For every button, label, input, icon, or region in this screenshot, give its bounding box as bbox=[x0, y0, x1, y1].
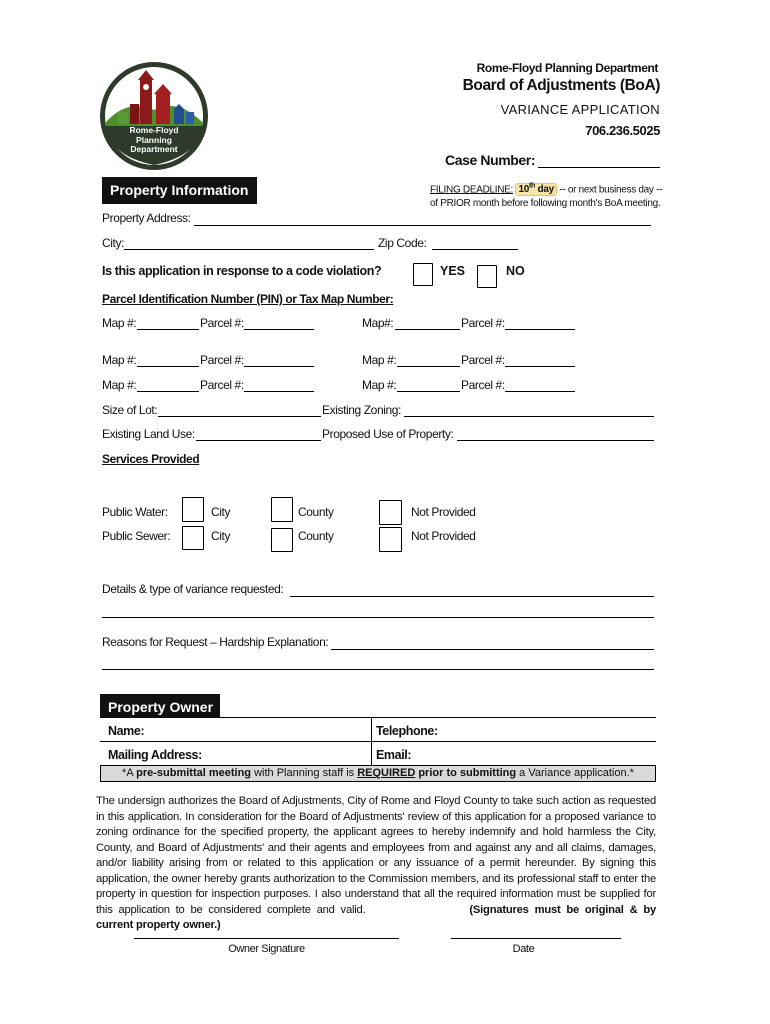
map-label-6: Map #: bbox=[362, 378, 397, 392]
zip-code-field[interactable] bbox=[432, 249, 518, 250]
case-number-field[interactable] bbox=[538, 167, 660, 168]
notice-end: a Variance application.* bbox=[516, 767, 634, 779]
property-information-header bbox=[102, 177, 257, 204]
logo-line-1: Rome-Floyd bbox=[129, 125, 179, 135]
deadline-day-word: day bbox=[537, 184, 554, 196]
owner-name-label: Name: bbox=[108, 724, 145, 738]
property-information-title: Property Information bbox=[110, 182, 249, 198]
parcel-field-1[interactable] bbox=[244, 329, 314, 330]
filing-deadline-label: FILING DEADLINE: bbox=[430, 184, 513, 196]
violation-yes-label: YES bbox=[440, 264, 466, 278]
property-address-label: Property Address: bbox=[102, 211, 191, 225]
variance-details-field-2[interactable] bbox=[102, 617, 654, 618]
public-water-label: Public Water: bbox=[102, 505, 168, 519]
map-label-1: Map #: bbox=[102, 316, 137, 330]
owner-table-divider bbox=[371, 717, 372, 765]
case-number-label: Case Number: bbox=[445, 152, 536, 168]
notice-bold-1: pre-submittal meeting bbox=[136, 767, 252, 779]
owner-signature-field[interactable] bbox=[134, 938, 399, 939]
deadline-line-2: of PRIOR month before following month's BoA meeting. bbox=[430, 198, 661, 210]
pre-submittal-notice bbox=[100, 765, 656, 782]
map-label-3: Map #: bbox=[102, 353, 137, 367]
owner-email-label: Email: bbox=[376, 748, 412, 762]
phone-number: 706.236.5025 bbox=[585, 123, 660, 138]
reasons-label: Reasons for Request – Hardship Explanation: bbox=[102, 635, 329, 649]
water-not-provided-label: Not Provided bbox=[411, 505, 476, 519]
date-label: Date bbox=[512, 943, 535, 955]
authorization-paragraph bbox=[96, 794, 656, 934]
property-address-field[interactable] bbox=[194, 225, 651, 226]
property-owner-title: Property Owner bbox=[108, 699, 214, 715]
public-sewer-label: Public Sewer: bbox=[102, 529, 171, 543]
notice-star: *A bbox=[122, 767, 137, 779]
date-field[interactable] bbox=[451, 938, 621, 939]
map-field-3[interactable] bbox=[137, 366, 199, 367]
parcel-label-2: Parcel #: bbox=[461, 316, 505, 330]
signature-note: (Signatures must be original & by current property owner.) bbox=[96, 903, 656, 931]
map-field-2[interactable] bbox=[395, 329, 460, 330]
map-field-6[interactable] bbox=[397, 391, 460, 392]
parcel-heading: Parcel Identification Number (PIN) or Tax Map Number: bbox=[102, 292, 394, 306]
lot-size-label: Size of Lot: bbox=[102, 403, 158, 417]
notice-mid: with Planning staff is bbox=[251, 767, 358, 779]
city-label: City: bbox=[102, 236, 125, 250]
logo-line-2: Planning bbox=[136, 134, 172, 145]
parcel-field-2[interactable] bbox=[505, 329, 575, 330]
variance-details-field[interactable] bbox=[290, 596, 654, 597]
authorization-text: The undersign authorizes the Board of Adjustments, City of Rome and Floyd County to take such action as requested in this application. In consideration for the Board of Adjustments' review of this application for a proposed variance to zoning ordinance for the specified property, the applicant agrees to hereby indemnify and hold harmless the City, County, and Board of Adjustments' and their agents and employees from and against any and all claims, damages, and/or liability arising from or related to this application or any issuance of a permit hereunder. By signing this application, the owner hereby grants authorization to the Commission members, and its professional staff to enter the property in question for inspection purposes. I also understand that all the required information must be supplied for this application to be considered complete and valid. bbox=[96, 795, 656, 916]
logo-line-3: Department bbox=[130, 144, 178, 154]
existing-zoning-label: Existing Zoning: bbox=[322, 403, 401, 417]
reasons-field-2[interactable] bbox=[102, 669, 654, 670]
owner-table-row-border bbox=[100, 741, 656, 742]
parcel-label-5: Parcel #: bbox=[200, 378, 244, 392]
parcel-field-5[interactable] bbox=[244, 391, 314, 392]
parcel-label-4: Parcel #: bbox=[461, 353, 505, 367]
parcel-label-6: Parcel #: bbox=[461, 378, 505, 392]
violation-no-label: NO bbox=[506, 264, 525, 278]
owner-mailing-label: Mailing Address: bbox=[108, 748, 202, 762]
parcel-field-4[interactable] bbox=[505, 366, 575, 367]
filing-deadline bbox=[430, 180, 662, 211]
parcel-field-3[interactable] bbox=[244, 366, 314, 367]
existing-land-use-field[interactable] bbox=[196, 440, 321, 441]
deadline-day-number: 10 bbox=[518, 184, 530, 196]
department-logo bbox=[98, 60, 210, 172]
map-label-5: Map #: bbox=[102, 378, 137, 392]
sewer-city-checkbox[interactable] bbox=[182, 526, 204, 550]
water-county-label: County bbox=[298, 505, 334, 519]
deadline-rest: -- or next business day -- bbox=[559, 184, 663, 196]
existing-land-use-label: Existing Land Use: bbox=[102, 427, 195, 441]
map-label-2: Map#: bbox=[362, 316, 394, 330]
water-not-provided-checkbox[interactable] bbox=[379, 500, 402, 525]
water-city-label: City bbox=[211, 505, 231, 519]
water-city-checkbox[interactable] bbox=[182, 497, 204, 522]
owner-table-top-border bbox=[220, 717, 656, 718]
sewer-county-label: County bbox=[298, 529, 334, 543]
notice-bold-2: prior to submitting bbox=[415, 767, 517, 779]
parcel-field-6[interactable] bbox=[505, 391, 575, 392]
map-field-1[interactable] bbox=[137, 329, 199, 330]
deadline-day-suffix: th bbox=[529, 183, 536, 190]
code-violation-question: Is this application in response to a code violation? bbox=[102, 264, 382, 278]
violation-yes-checkbox[interactable] bbox=[413, 263, 433, 286]
owner-signature-label: Owner Signature bbox=[228, 943, 305, 955]
variance-details-label: Details & type of variance requested: bbox=[102, 582, 284, 596]
water-county-checkbox[interactable] bbox=[271, 497, 293, 522]
zip-code-label: Zip Code: bbox=[378, 236, 427, 250]
map-label-4: Map #: bbox=[362, 353, 397, 367]
violation-no-checkbox[interactable] bbox=[477, 265, 497, 288]
map-field-5[interactable] bbox=[137, 391, 199, 392]
parcel-label-1: Parcel #: bbox=[200, 316, 244, 330]
proposed-use-label: Proposed Use of Property: bbox=[322, 427, 454, 441]
proposed-use-field[interactable] bbox=[457, 440, 654, 441]
parcel-label-3: Parcel #: bbox=[200, 353, 244, 367]
board-title: Board of Adjustments (BoA) bbox=[462, 77, 660, 94]
notice-required: REQUIRED bbox=[357, 767, 416, 779]
department-name: Rome-Floyd Planning Department bbox=[476, 61, 658, 75]
lot-size-field[interactable] bbox=[158, 416, 321, 417]
city-field[interactable] bbox=[124, 249, 374, 250]
services-heading: Services Provided bbox=[102, 452, 200, 466]
reasons-field[interactable] bbox=[331, 649, 654, 650]
sewer-county-checkbox[interactable] bbox=[271, 528, 293, 552]
existing-zoning-field[interactable] bbox=[404, 416, 654, 417]
owner-telephone-label: Telephone: bbox=[376, 724, 438, 738]
sewer-not-provided-label: Not Provided bbox=[411, 529, 476, 543]
property-owner-header bbox=[100, 694, 220, 718]
application-title: VARIANCE APPLICATION bbox=[500, 102, 660, 117]
map-field-4[interactable] bbox=[397, 366, 460, 367]
sewer-not-provided-checkbox[interactable] bbox=[379, 527, 402, 552]
sewer-city-label: City bbox=[211, 529, 231, 543]
